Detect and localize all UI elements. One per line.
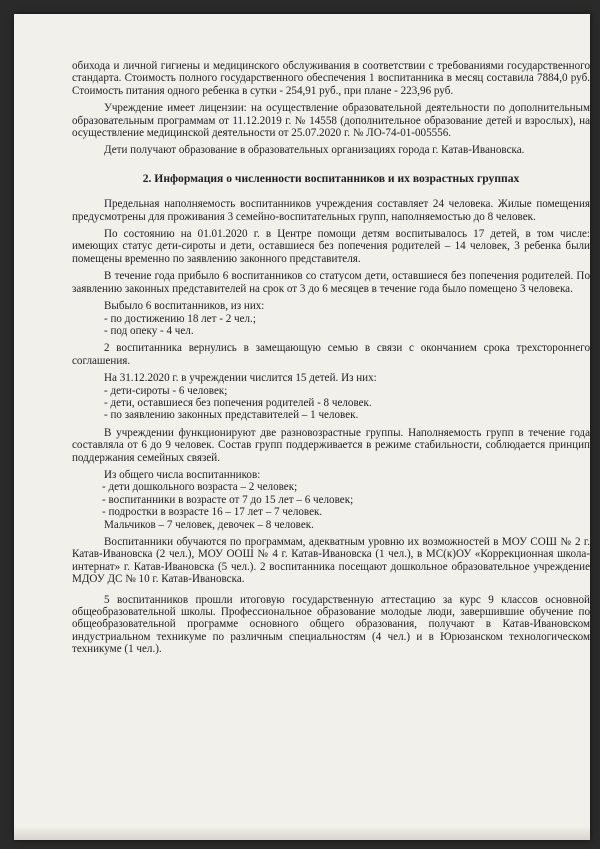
paragraph-schools: Воспитанники обучаются по программам, адекватным уровню их возможностей в МОУ СОШ № 2 г. Катав-Ивановска (2 чел.), МОУ ООШ № 4 г. Катав-Ивановска (1 чел.), в МС(к)ОУ «Коррекционная школа-интернат» г. Катав-Ивановска (5 чел.). 2 воспитанника посещают дошкольное образовательное учреждение МДОУ ДС № 10 г. Катав-Ивановска.	[72, 536, 590, 586]
paragraph-departures: Выбыло 6 воспитанников, из них:	[104, 300, 265, 313]
list-item: - подростки в возрасте 16 – 17 лет – 7 человек.	[102, 506, 323, 519]
list-item: - дети-сироты - 6 человек;	[104, 384, 228, 397]
paragraph-capacity: Предельная наполняемость воспитанников учреждения составляет 24 человека. Жилые помещения предусмотрены для проживания 3 семейно-воспитательных групп, наполняемостью до 8 человек.	[72, 198, 590, 223]
paragraph-age-breakdown: Из общего числа воспитанников:	[104, 468, 261, 481]
list-item: - воспитанники в возрасте от 7 до 15 лет – 6 человек;	[102, 493, 354, 506]
paragraph-intro-1: обихода и личной гигиены и медицинского обслуживания в соответствии с требованиями государственного стандарта. Стоимость полного государственного обеспечения 1 воспитанника в месяц составила 7884,0 руб. Стоимость питания одного ребенка в сутки - 254,91 руб., при плане - 223,96 руб.	[72, 60, 590, 97]
list-item: - по достижению 18 лет - 2 чел.;	[104, 312, 256, 325]
paragraph-returned: 2 воспитанника вернулись в замещающую семью в связи с окончанием срока трехстороннего соглашения.	[72, 342, 590, 367]
paragraph-intro-3: Дети получают образование в образовательных организациях города г. Катав-Ивановска.	[104, 144, 525, 157]
paragraph-status-end: На 31.12.2020 г. в учреждении числится 15 детей. Из них:	[104, 372, 377, 385]
list-item: - дети дошкольного возраста – 2 человек;	[102, 481, 298, 494]
list-item: - под опеку - 4 чел.	[104, 324, 194, 337]
document-body	[72, 60, 590, 656]
section-heading: 2. Информация о численности воспитанников и их возрастных группах	[142, 171, 520, 185]
page-bottom-shadow	[14, 826, 590, 840]
paragraph-groups: В учреждении функционируют две разновозрастные группы. Наполняемость групп в течение года составляла от 6 до 9 человек. Состав групп поддерживается в режиме стабильности, соблюдается принцип поддержания семейных связей.	[72, 426, 590, 464]
paragraph-gender: Мальчиков – 7 человек, девочек – 8 человек.	[104, 518, 314, 531]
list-item: - по заявлению законных представителей – 1 человек.	[104, 409, 359, 422]
paragraph-status-2020: По состоянию на 01.01.2020 г. в Центре помощи детям воспитывалось 17 детей, в том числе: имеющих статус дети-сироты и дети, оставшиеся без попечения родителей – 14 человек, 3 ребенка были помещены временно по заявлению законного представителя.	[72, 228, 590, 265]
paragraph-attestation: 5 воспитанников прошли итоговую государственную аттестацию за курс 9 классов основной общеобразовательной школы. Профессиональное образование молодые люди, завершившие обучение по общеобразовательной программе основного общего образования, получают в Катав-Ивановском индустриальном техникуме по различным специальностям (4 чел.) и в Юрюзанском технологическом техникуме (1 чел.).	[72, 593, 590, 656]
paragraph-intro-2: Учреждение имеет лицензии: на осуществление образовательной деятельности по дополнительным образовательным программам от 11.12.2019 г. № 14558 (дополнительное образование детей и взрослых), на осуществление медицинской деятельности от 25.07.2020 г. № ЛО-74-01-005556.	[72, 102, 590, 140]
document-page	[14, 14, 590, 840]
paragraph-arrivals: В течение года прибыло 6 воспитанников со статусом дети, оставшиеся без попечения родителей. По заявлению законных представителей на срок от 3 до 6 месяцев в течение года было помещено 3 человека.	[72, 270, 590, 295]
list-item: - дети, оставшиеся без попечения родителей - 8 человек.	[104, 396, 372, 409]
